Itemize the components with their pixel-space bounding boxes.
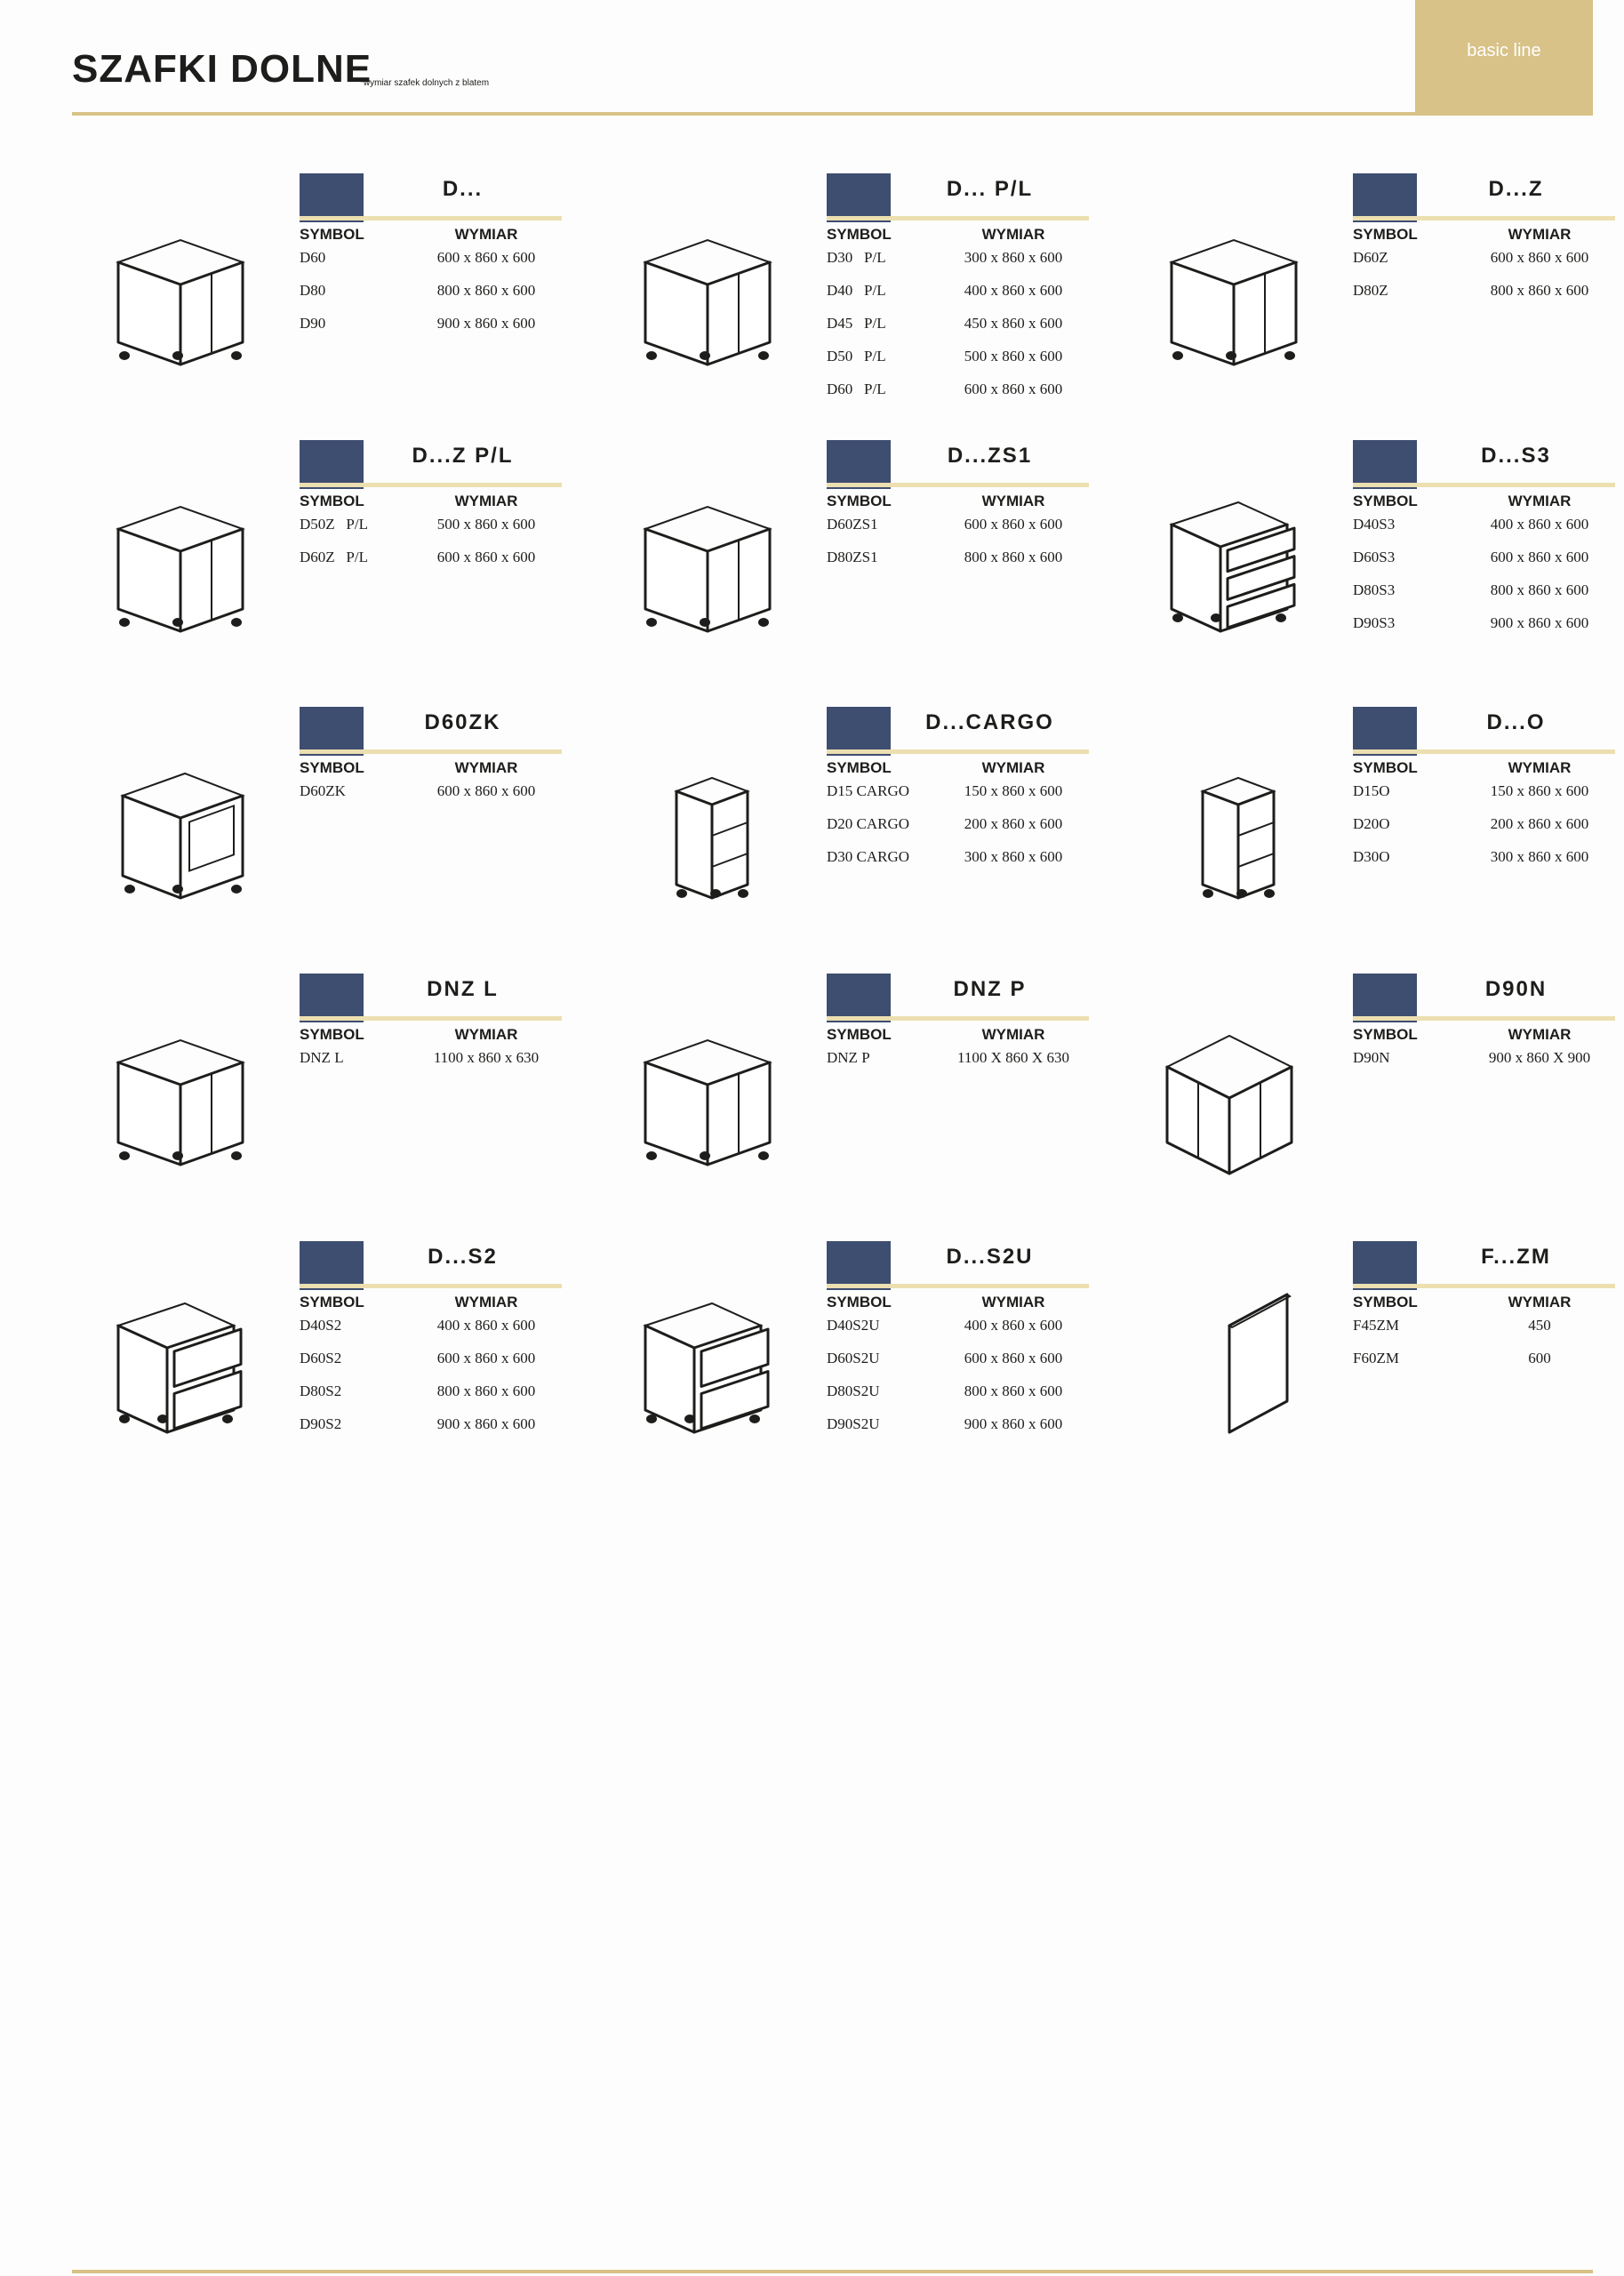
- dimension-cell: 800 x 860 x 600: [436, 282, 536, 299]
- title-rule: [827, 216, 1089, 220]
- color-swatch: [300, 440, 364, 489]
- product-card: [1132, 173, 1624, 427]
- symbol-header: SYMBOL: [300, 1026, 364, 1043]
- product-title: D...Z: [1488, 177, 1544, 201]
- dimension-cell: 450 x 860 x 600: [964, 315, 1063, 332]
- table-row: [300, 277, 566, 310]
- table-row: [827, 1378, 1093, 1411]
- color-swatch: [1353, 173, 1417, 222]
- dimension-cell: 600 x 860 x 600: [1490, 249, 1589, 266]
- table-row: [1353, 511, 1620, 544]
- table-row: [827, 1312, 1093, 1345]
- dimension-header: WYMIAR: [454, 1026, 518, 1043]
- dimension-cell: 400 x 860 x 600: [964, 282, 1063, 299]
- spec-table: [827, 225, 1093, 409]
- dimension-header: WYMIAR: [981, 226, 1045, 243]
- table-header: [827, 758, 1093, 778]
- spec-table: [300, 1025, 566, 1078]
- dimension-header: WYMIAR: [981, 1026, 1045, 1043]
- table-header: [1353, 225, 1620, 244]
- dimension-header: WYMIAR: [981, 493, 1045, 509]
- product-card: [78, 440, 603, 693]
- symbol-cell: D80ZS1: [827, 549, 878, 565]
- title-rule: [1353, 216, 1615, 220]
- symbol-header: SYMBOL: [300, 1294, 364, 1310]
- dimension-header: WYMIAR: [1508, 1294, 1572, 1310]
- spec-table: [1353, 758, 1620, 877]
- dimension-cell: 500 x 860 x 600: [964, 348, 1063, 365]
- dimension-header: WYMIAR: [1508, 226, 1572, 243]
- product-title: D...: [442, 177, 484, 201]
- dimension-header: WYMIAR: [454, 759, 518, 776]
- oven-cabinet-icon: [78, 707, 292, 960]
- table-header: [300, 225, 566, 244]
- title-rule: [827, 749, 1089, 754]
- table-row: [827, 1411, 1093, 1444]
- product-title: F...ZM: [1481, 1245, 1551, 1269]
- product-card: [605, 707, 1130, 960]
- spec-table: [827, 758, 1093, 877]
- dimension-cell: 400 x 860 x 600: [964, 1317, 1063, 1334]
- product-card: [1132, 1241, 1624, 1495]
- dimension-cell: 800 x 860 x 600: [1490, 282, 1589, 299]
- product-title: D...S3: [1481, 444, 1551, 468]
- table-row: [300, 511, 566, 544]
- symbol-cell: D30O: [1353, 848, 1390, 865]
- product-title: D60ZK: [424, 710, 501, 734]
- spec-table: [1353, 1025, 1620, 1078]
- symbol-cell: D80: [300, 282, 326, 299]
- table-row: [300, 778, 566, 811]
- table-row: [300, 1312, 566, 1345]
- symbol-header: SYMBOL: [827, 759, 892, 776]
- symbol-header: SYMBOL: [300, 493, 364, 509]
- dimension-cell: 900 x 860 x 600: [1490, 614, 1589, 631]
- sink-cabinet-drawer-icon: [605, 440, 819, 693]
- symbol-cell: D50 P/L: [827, 348, 886, 365]
- symbol-header: SYMBOL: [1353, 226, 1418, 243]
- dimension-cell: 900 x 860 X 900: [1488, 1049, 1591, 1066]
- title-rule: [827, 483, 1089, 487]
- symbol-cell: F60ZM: [1353, 1350, 1399, 1366]
- product-title: D...O: [1486, 710, 1546, 734]
- product-title: D... P/L: [946, 177, 1034, 201]
- dimension-header: WYMIAR: [981, 1294, 1045, 1310]
- spec-table: [300, 492, 566, 577]
- page-note: *wymiar szafek dolnych z blatem: [360, 78, 490, 88]
- dimension-cell: 200 x 860 x 600: [964, 815, 1063, 832]
- dimension-cell: 600 x 860 x 600: [436, 249, 536, 266]
- table-row: [827, 1345, 1093, 1378]
- product-title: D...ZS1: [947, 444, 1033, 468]
- spec-table: [300, 758, 566, 811]
- sink-cabinet-single-door-icon: [78, 440, 292, 693]
- symbol-header: SYMBOL: [827, 226, 892, 243]
- dimension-cell: 800 x 860 x 600: [964, 549, 1063, 565]
- symbol-cell: D40S2: [300, 1317, 342, 1334]
- footer-rule: [72, 2270, 1593, 2273]
- dimension-header: WYMIAR: [981, 759, 1045, 776]
- symbol-cell: D90N: [1353, 1049, 1390, 1066]
- dimension-header: WYMIAR: [1508, 759, 1572, 776]
- product-card: [1132, 974, 1624, 1227]
- spec-table: [1353, 492, 1620, 643]
- symbol-cell: D60ZK: [300, 782, 346, 799]
- dimension-cell: 1100 x 860 x 630: [433, 1049, 540, 1066]
- product-card: [605, 1241, 1130, 1495]
- product-title: DNZ P: [953, 977, 1027, 1001]
- symbol-cell: D50Z P/L: [300, 516, 368, 533]
- table-row: [827, 244, 1093, 277]
- table-header: [827, 225, 1093, 244]
- open-shelf-cabinet-icon: [1132, 707, 1345, 960]
- dimension-cell: 600 x 860 x 600: [964, 381, 1063, 397]
- symbol-cell: D40S3: [1353, 516, 1396, 533]
- color-swatch: [1353, 440, 1417, 489]
- title-rule: [300, 749, 562, 754]
- table-header: [1353, 758, 1620, 778]
- table-row: [1353, 577, 1620, 610]
- dimension-header: WYMIAR: [454, 1294, 518, 1310]
- dimension-cell: 800 x 860 x 600: [964, 1382, 1063, 1399]
- table-row: [300, 1045, 566, 1078]
- title-rule: [300, 1284, 562, 1288]
- table-row: [1353, 610, 1620, 643]
- table-row: [1353, 1345, 1620, 1378]
- product-card: [605, 440, 1130, 693]
- dimension-cell: 400 x 860 x 600: [1490, 516, 1589, 533]
- title-rule: [1353, 1016, 1615, 1021]
- table-row: [300, 1345, 566, 1378]
- table-row: [827, 310, 1093, 343]
- dimension-header: WYMIAR: [454, 493, 518, 509]
- table-row: [827, 811, 1093, 844]
- color-swatch: [827, 1241, 891, 1290]
- table-header: [827, 492, 1093, 511]
- product-title: D...Z P/L: [412, 444, 514, 468]
- table-row: [1353, 1045, 1620, 1078]
- title-rule: [827, 1284, 1089, 1288]
- dimension-cell: 450: [1528, 1317, 1551, 1334]
- symbol-cell: D90S2: [300, 1415, 342, 1432]
- symbol-cell: D15 CARGO: [827, 782, 910, 799]
- dimension-cell: 600: [1528, 1350, 1551, 1366]
- product-card: [1132, 440, 1624, 693]
- l-corner-cabinet-icon: [1132, 974, 1345, 1227]
- title-rule: [300, 216, 562, 220]
- dimension-cell: 300 x 860 x 600: [964, 848, 1063, 865]
- table-row: [1353, 244, 1620, 277]
- dimension-cell: 600 x 860 x 600: [964, 1350, 1063, 1366]
- table-header: [827, 1293, 1093, 1312]
- dimension-cell: 900 x 860 x 600: [436, 1415, 536, 1432]
- symbol-cell: D60Z P/L: [300, 549, 368, 565]
- front-panel-icon: [1132, 1241, 1345, 1495]
- dimension-cell: 300 x 860 x 600: [964, 249, 1063, 266]
- brand-tab: basic line: [1415, 0, 1593, 114]
- table-row: [827, 1045, 1093, 1078]
- table-row: [827, 343, 1093, 376]
- spec-table: [1353, 1293, 1620, 1378]
- page-title: SZAFKI DOLNE: [72, 47, 372, 91]
- table-header: [1353, 1293, 1620, 1312]
- symbol-cell: D30 CARGO: [827, 848, 910, 865]
- symbol-cell: D30 P/L: [827, 249, 886, 266]
- table-row: [827, 778, 1093, 811]
- symbol-cell: D80S2: [300, 1382, 342, 1399]
- symbol-cell: D20O: [1353, 815, 1390, 832]
- table-row: [1353, 778, 1620, 811]
- color-swatch: [300, 707, 364, 756]
- dimension-cell: 1100 X 860 X 630: [957, 1049, 1069, 1066]
- symbol-cell: D90S2U: [827, 1415, 880, 1432]
- table-row: [827, 511, 1093, 544]
- symbol-header: SYMBOL: [827, 1294, 892, 1310]
- title-rule: [300, 1016, 562, 1021]
- title-rule: [827, 1016, 1089, 1021]
- symbol-cell: D80Z: [1353, 282, 1388, 299]
- symbol-cell: D60 P/L: [827, 381, 886, 397]
- product-card: [605, 974, 1130, 1227]
- spec-table: [827, 492, 1093, 577]
- table-row: [1353, 544, 1620, 577]
- color-swatch: [827, 440, 891, 489]
- symbol-cell: D60S2U: [827, 1350, 880, 1366]
- color-swatch: [300, 974, 364, 1022]
- color-swatch: [827, 173, 891, 222]
- dimension-cell: 900 x 860 x 600: [436, 315, 536, 332]
- table-row: [827, 376, 1093, 409]
- symbol-header: SYMBOL: [1353, 1294, 1418, 1310]
- table-header: [300, 758, 566, 778]
- color-swatch: [827, 707, 891, 756]
- table-row: [1353, 277, 1620, 310]
- table-row: [1353, 844, 1620, 877]
- cargo-pullout-cabinet-icon: [605, 707, 819, 960]
- table-row: [300, 310, 566, 343]
- spec-table: [300, 1293, 566, 1444]
- symbol-header: SYMBOL: [300, 759, 364, 776]
- title-rule: [1353, 483, 1615, 487]
- title-rule: [300, 483, 562, 487]
- table-row: [300, 244, 566, 277]
- dimension-header: WYMIAR: [1508, 493, 1572, 509]
- dimension-cell: 600 x 860 x 600: [436, 1350, 536, 1366]
- product-card: [78, 974, 603, 1227]
- dimension-cell: 150 x 860 x 600: [1490, 782, 1589, 799]
- dimension-cell: 600 x 860 x 600: [436, 549, 536, 565]
- corner-cabinet-left-icon: [78, 974, 292, 1227]
- table-header: [300, 1293, 566, 1312]
- symbol-cell: D60S3: [1353, 549, 1396, 565]
- symbol-cell: D45 P/L: [827, 315, 886, 332]
- dimension-cell: 600 x 860 x 600: [1490, 549, 1589, 565]
- table-row: [827, 844, 1093, 877]
- dimension-cell: 800 x 860 x 600: [436, 1382, 536, 1399]
- dimension-cell: 400 x 860 x 600: [436, 1317, 536, 1334]
- table-row: [300, 1411, 566, 1444]
- table-row: [827, 277, 1093, 310]
- product-title: DNZ L: [427, 977, 499, 1001]
- color-swatch: [300, 173, 364, 222]
- table-header: [300, 1025, 566, 1045]
- symbol-cell: D90S3: [1353, 614, 1396, 631]
- product-card: [78, 1241, 603, 1495]
- dimension-cell: 600 x 860 x 600: [964, 516, 1063, 533]
- spec-table: [827, 1025, 1093, 1078]
- symbol-cell: DNZ P: [827, 1049, 870, 1066]
- table-row: [827, 544, 1093, 577]
- symbol-cell: D90: [300, 315, 326, 332]
- color-swatch: [300, 1241, 364, 1290]
- product-card: [78, 173, 603, 427]
- symbol-cell: F45ZM: [1353, 1317, 1399, 1334]
- symbol-cell: D60S2: [300, 1350, 342, 1366]
- dimension-cell: 150 x 860 x 600: [964, 782, 1063, 799]
- table-row: [300, 1378, 566, 1411]
- title-rule: [1353, 749, 1615, 754]
- table-header: [300, 492, 566, 511]
- table-row: [300, 544, 566, 577]
- symbol-cell: D40 P/L: [827, 282, 886, 299]
- symbol-cell: DNZ L: [300, 1049, 344, 1066]
- symbol-cell: D80S3: [1353, 581, 1396, 598]
- table-row: [1353, 1312, 1620, 1345]
- symbol-cell: D60Z: [1353, 249, 1388, 266]
- spec-table: [827, 1293, 1093, 1444]
- symbol-cell: D60: [300, 249, 326, 266]
- product-card: [1132, 707, 1624, 960]
- product-card: [605, 173, 1130, 427]
- symbol-header: SYMBOL: [1353, 1026, 1418, 1043]
- symbol-cell: D60ZS1: [827, 516, 878, 533]
- dimension-cell: 200 x 860 x 600: [1490, 815, 1589, 832]
- color-swatch: [827, 974, 891, 1022]
- table-header: [1353, 1025, 1620, 1045]
- dimension-cell: 600 x 860 x 600: [436, 782, 536, 799]
- symbol-cell: D15O: [1353, 782, 1390, 799]
- spec-table: [300, 225, 566, 343]
- dimension-header: WYMIAR: [454, 226, 518, 243]
- symbol-header: SYMBOL: [1353, 493, 1418, 509]
- dimension-cell: 300 x 860 x 600: [1490, 848, 1589, 865]
- product-title: D...S2: [428, 1245, 498, 1269]
- symbol-cell: D40S2U: [827, 1317, 880, 1334]
- color-swatch: [1353, 707, 1417, 756]
- dimension-cell: 900 x 860 x 600: [964, 1415, 1063, 1432]
- symbol-header: SYMBOL: [1353, 759, 1418, 776]
- dimension-header: WYMIAR: [1508, 1026, 1572, 1043]
- header-rule: [72, 112, 1593, 116]
- base-cabinet-double-door-icon: [78, 173, 292, 427]
- product-title: D90N: [1484, 977, 1548, 1001]
- product-card: [78, 707, 603, 960]
- spec-table: [1353, 225, 1620, 310]
- table-header: [827, 1025, 1093, 1045]
- base-cabinet-single-door-icon: [605, 173, 819, 427]
- two-drawer-sink-cabinet-icon: [605, 1241, 819, 1495]
- sink-cabinet-double-door-icon: [1132, 173, 1345, 427]
- two-drawer-cabinet-icon: [78, 1241, 292, 1495]
- table-header: [1353, 492, 1620, 511]
- symbol-cell: D80S2U: [827, 1382, 880, 1399]
- corner-cabinet-right-icon: [605, 974, 819, 1227]
- color-swatch: [1353, 974, 1417, 1022]
- symbol-header: SYMBOL: [827, 1026, 892, 1043]
- product-title: D...CARGO: [925, 710, 1054, 734]
- color-swatch: [1353, 1241, 1417, 1290]
- symbol-header: SYMBOL: [300, 226, 364, 243]
- three-drawer-cabinet-icon: [1132, 440, 1345, 693]
- title-rule: [1353, 1284, 1615, 1288]
- symbol-cell: D20 CARGO: [827, 815, 910, 832]
- dimension-cell: 500 x 860 x 600: [436, 516, 536, 533]
- table-row: [1353, 811, 1620, 844]
- product-title: D...S2U: [946, 1245, 1034, 1269]
- dimension-cell: 800 x 860 x 600: [1490, 581, 1589, 598]
- symbol-header: SYMBOL: [827, 493, 892, 509]
